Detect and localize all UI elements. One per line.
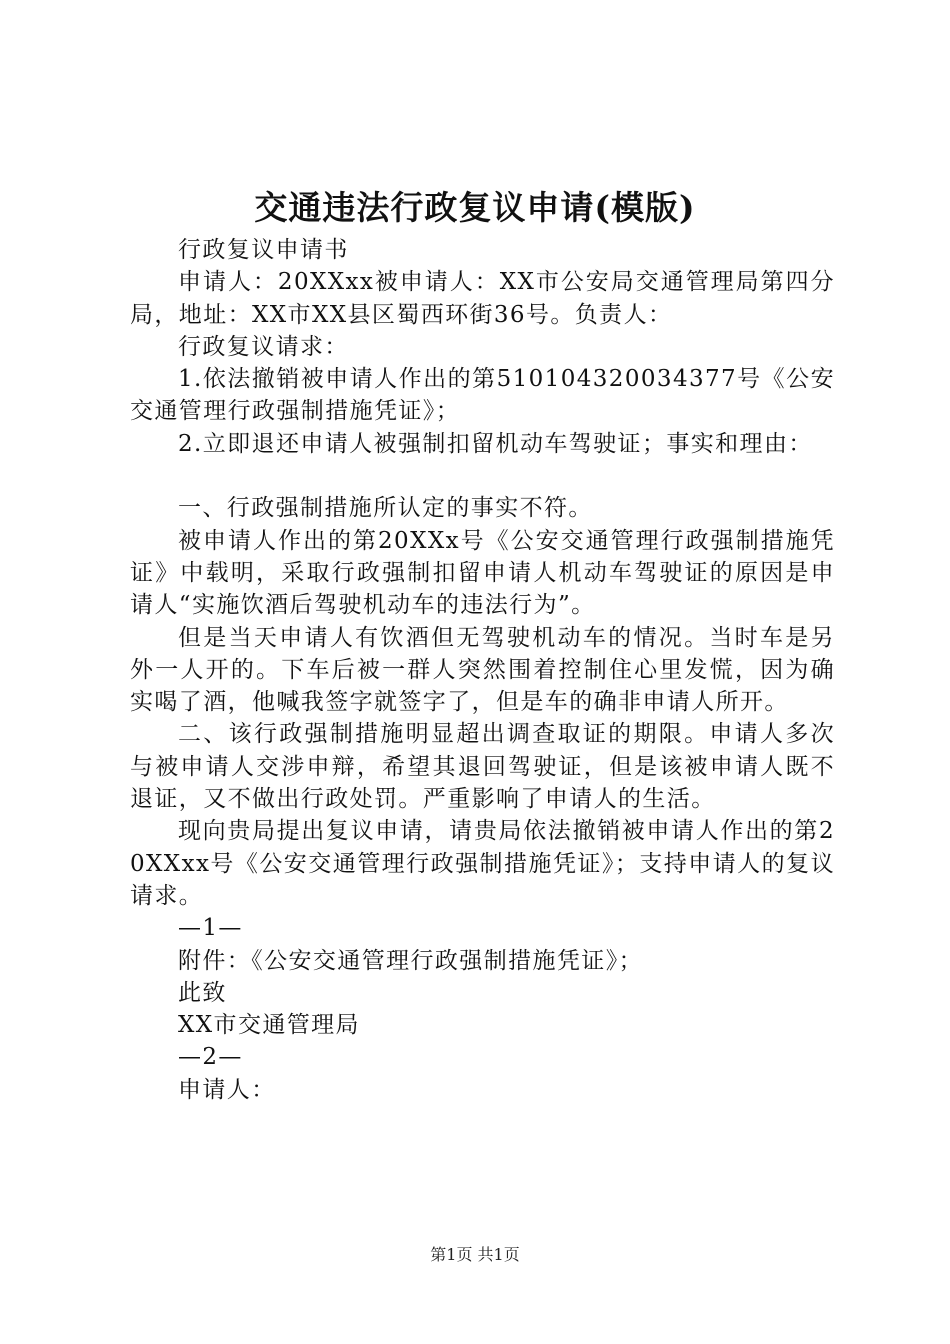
document-body xyxy=(130,234,835,1106)
paragraph-attachment: 附件：《公安交通管理行政强制措施凭证》； xyxy=(178,947,643,974)
paragraph-parties: 申请人：20XXxx被申请人：XX市公安局交通管理局第四分局，地址：XX市XX县区蜀西环街36号。负责人： xyxy=(130,269,835,328)
paragraph-heading: 行政复议申请书 xyxy=(178,237,349,263)
paragraph-request-heading: 行政复议请求： xyxy=(178,333,349,360)
paragraph-applicant-signature: 申请人： xyxy=(178,1076,276,1103)
page-marker-1: —1— xyxy=(178,915,243,942)
paragraph-deadline: 二、该行政强制措施明显超出调查取证的期限。申请人多次与被申请人交涉申辩，希望其退回驾驶证，但是该被申请人既不退证，又不做出行政处罚。严重影响了申请人的生活。 xyxy=(130,721,835,813)
blank-line xyxy=(130,460,835,492)
paragraph-salutation: 此致 xyxy=(178,979,227,1006)
page-footer: 第1页 共1页 xyxy=(430,1245,520,1264)
paragraph-fact-detail: 被申请人作出的第20XXx号《公安交通管理行政强制措施凭证》中载明，采取行政强制扣留申请人机动车驾驶证的原因是申请人“实施饮酒后驾驶机动车的违法行为”。 xyxy=(130,527,835,619)
paragraph-fact-explanation: 但是当天申请人有饮酒但无驾驶机动车的情况。当时车是另外一人开的。下车后被一群人突然围着控制住心里发慌，因为确实喝了酒，他喊我签字就签字了，但是车的确非申请人所开。 xyxy=(130,624,835,716)
paragraph-fact-heading: 一、行政强制措施所认定的事实不符。 xyxy=(178,495,593,522)
document-title: 交通违法行政复议申请(模版) xyxy=(254,188,696,227)
paragraph-request-2: 2.立即退还申请人被强制扣留机动车驾驶证；事实和理由： xyxy=(178,430,813,457)
paragraph-recipient: XX市交通管理局 xyxy=(178,1012,360,1039)
paragraph-request-1: 1.依法撤销被申请人作出的第510104320034377号《公安交通管理行政强制措施凭证》； xyxy=(130,366,835,425)
page-marker-2: —2— xyxy=(178,1044,243,1071)
paragraph-conclusion: 现向贵局提出复议申请，请贵局依法撤销被申请人作出的第20XXxx号《公安交通管理行政强制措施凭证》；支持申请人的复议请求。 xyxy=(130,818,835,909)
